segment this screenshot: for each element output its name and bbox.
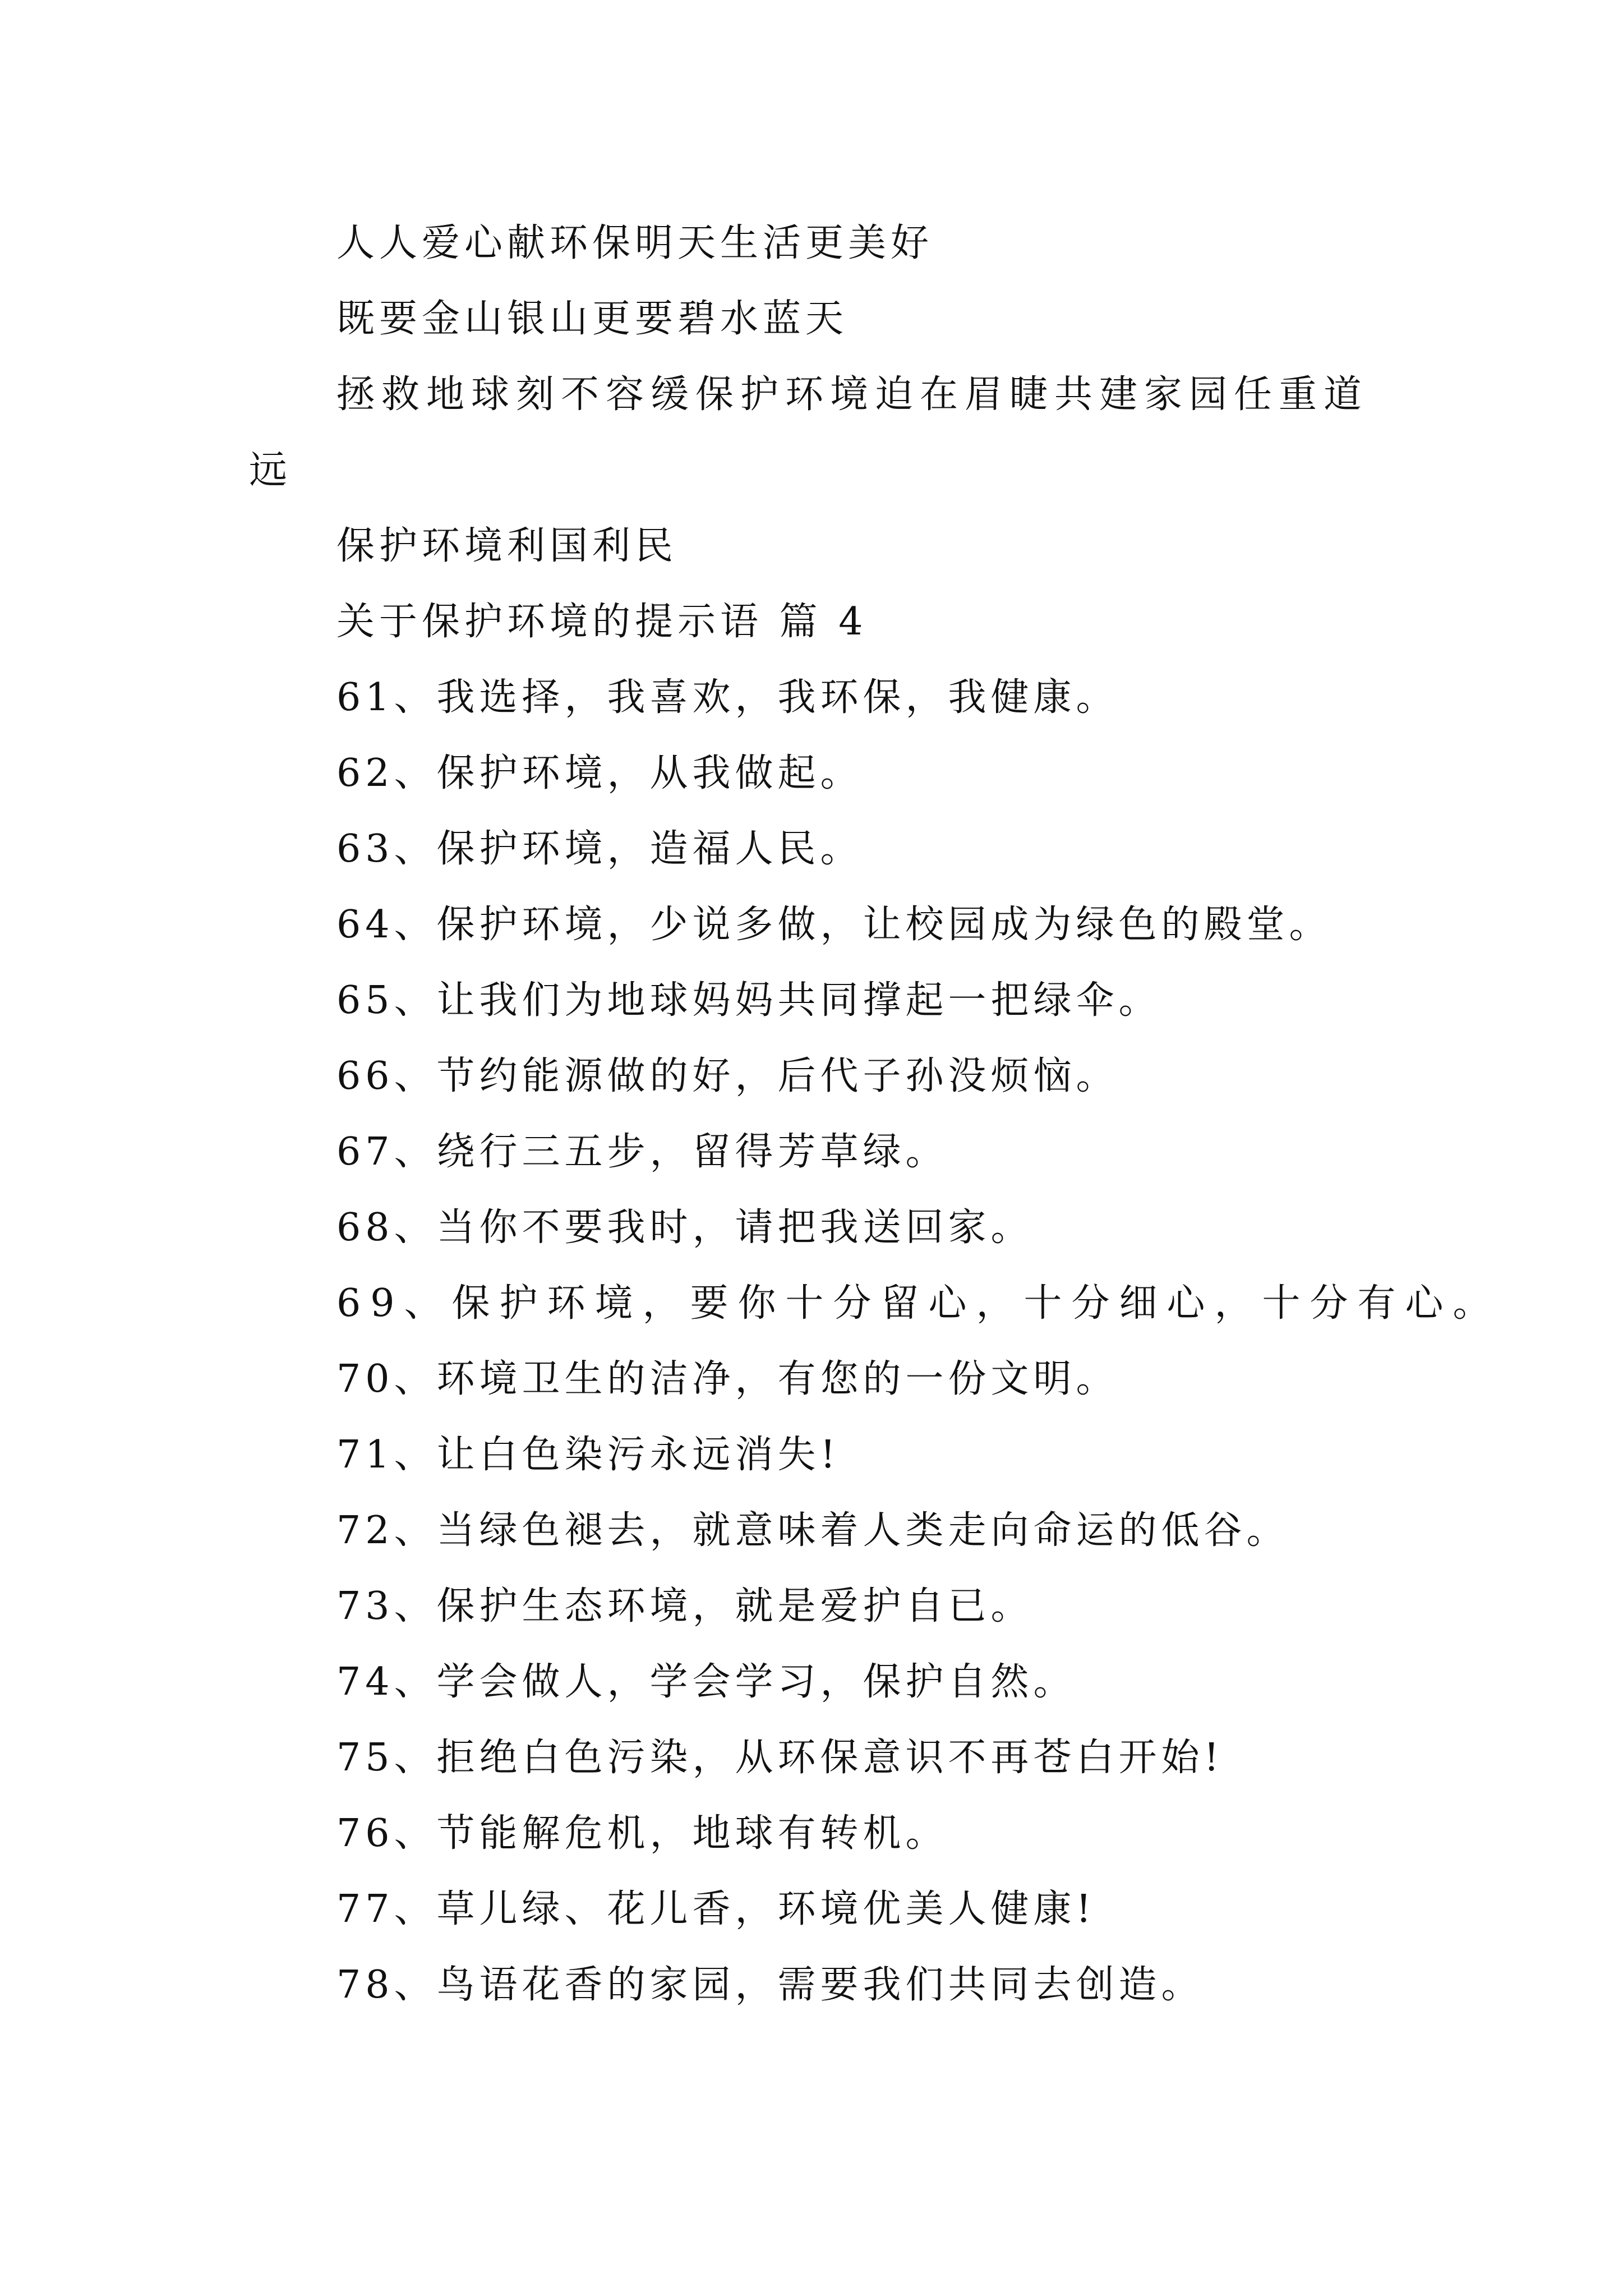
list-item: 70、环境卫生的洁净，有您的一份文明。 [336,1357,1119,1401]
section-heading: 关于保护环境的提示语 篇 4 [336,600,868,644]
list-item: 74、学会做人，学会学习，保护自然。 [336,1660,1076,1704]
list-item: 72、当绿色褪去，就意味着人类走向命运的低谷。 [336,1508,1289,1553]
slogan-line: 拯救地球刻不容缓保护环境迫在眉睫共建家园任重道 [336,372,1369,417]
list-item: 76、节能解危机，地球有转机。 [336,1811,948,1856]
slogan-line: 保护环境利国利民 [336,524,678,568]
list-item: 75、拒绝白色污染，从环保意识不再苍白开始! [336,1736,1224,1780]
list-item: 61、我选择，我喜欢，我环保，我健康。 [336,675,1119,720]
list-item: 66、节约能源做的好，后代子孙没烦恼。 [336,1054,1119,1098]
list-item: 62、保护环境，从我做起。 [336,751,863,795]
list-item: 69、保护环境，要你十分留心，十分细心，十分有心。 [336,1281,1501,1326]
list-item: 78、鸟语花香的家园，需要我们共同去创造。 [336,1963,1204,2007]
list-item: 68、当你不要我时，请把我送回家。 [336,1205,1034,1250]
list-item: 65、让我们为地球妈妈共同撑起一把绿伞。 [336,978,1161,1023]
list-item: 71、让白色染污永远消失! [336,1433,840,1477]
list-item: 73、保护生态环境，就是爱护自已。 [336,1584,1034,1628]
list-item: 63、保护环境，造福人民。 [336,827,863,871]
slogan-line: 既要金山银山更要碧水蓝天 [336,297,849,341]
list-item: 64、保护环境，少说多做，让校园成为绿色的殿堂。 [336,903,1332,947]
list-item: 67、绕行三五步，留得芳草绿。 [336,1130,948,1174]
slogan-line: 人人爱心献环保明天生活更美好 [336,221,934,265]
slogan-line-continuation: 远 [249,448,292,493]
list-item: 77、草儿绿、花儿香，环境优美人健康! [336,1887,1096,1931]
